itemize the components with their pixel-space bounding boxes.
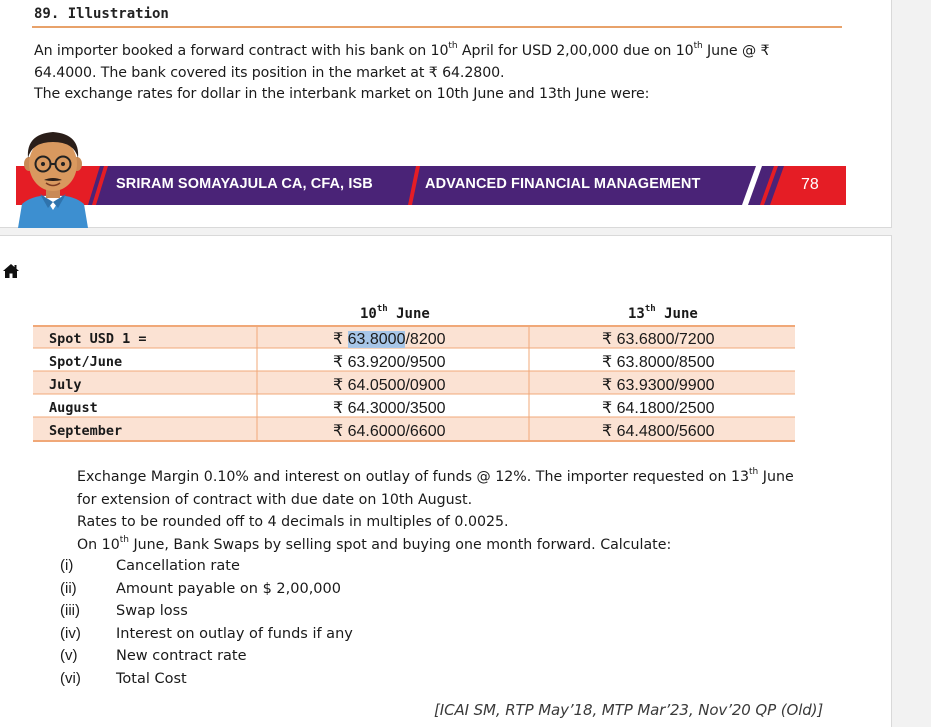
footer-banner	[16, 166, 846, 205]
details-paragraph: Exchange Margin 0.10% and interest on outlay of funds @ 12%. The importer requested on 13th June for extension of contract with due date on 10th August. Rates to be rounded off to 4 decimals in multiples of 0.0025. On 10th June, Bank Swaps by selling spot and buying one month forward. Calculate:	[77, 467, 794, 553]
row-label: September	[49, 423, 123, 439]
rate-june10: ₹ 64.0500/0900	[333, 377, 446, 394]
table-row	[33, 420, 793, 443]
row-label: July	[49, 377, 82, 393]
row-label: Spot USD 1 =	[49, 331, 147, 347]
table-row	[33, 374, 793, 397]
table-row	[33, 351, 793, 374]
illustration-paragraph: An importer booked a forward contract with his bank on 10th April for USD 2,00,000 due on 10th June @ ₹ 64.4000. The bank covered its position in the market at ₹ 64.2800. The exchange rates for dollar in the interbank market on 10th June and 13th June were:	[34, 41, 770, 102]
row-label: August	[49, 400, 98, 416]
rate-june10: ₹ 64.3000/3500	[333, 400, 446, 417]
page-number: 78	[801, 176, 819, 193]
rate-june13: ₹ 64.4800/5600	[602, 423, 715, 440]
illustration-title: 89. Illustration	[34, 6, 169, 22]
page-top	[0, 0, 892, 228]
rate-june13: ₹ 63.9300/9900	[602, 377, 715, 394]
rate-june13: ₹ 63.6800/7200	[602, 331, 715, 348]
table-row	[33, 397, 793, 420]
rate-june10: ₹ 63.8000/8200	[333, 331, 446, 348]
row-label: Spot/June	[49, 354, 123, 370]
header-june10: 10th June	[360, 304, 430, 322]
rate-june13: ₹ 63.8000/8500	[602, 354, 715, 371]
rate-june10: ₹ 64.6000/6600	[333, 423, 446, 440]
rate-june10: ₹ 63.9200/9500	[333, 354, 446, 371]
banner-stripes-right	[734, 166, 784, 205]
banner-author: SRIRAM SOMAYAJULA CA, CFA, ISB	[116, 176, 373, 192]
rate-june13: ₹ 64.1800/2500	[602, 400, 715, 417]
source-citation: [ICAI SM, RTP May’18, MTP Mar’23, Nov’20 QP (Old)]	[434, 701, 824, 719]
author-avatar	[14, 124, 92, 228]
header-june13: 13th June	[628, 304, 698, 322]
table-row	[33, 328, 793, 351]
banner-subject: ADVANCED FINANCIAL MANAGEMENT	[425, 176, 701, 192]
selected-text: 63.8000	[347, 331, 406, 348]
home-icon[interactable]	[2, 263, 20, 279]
title-underline	[32, 26, 842, 28]
